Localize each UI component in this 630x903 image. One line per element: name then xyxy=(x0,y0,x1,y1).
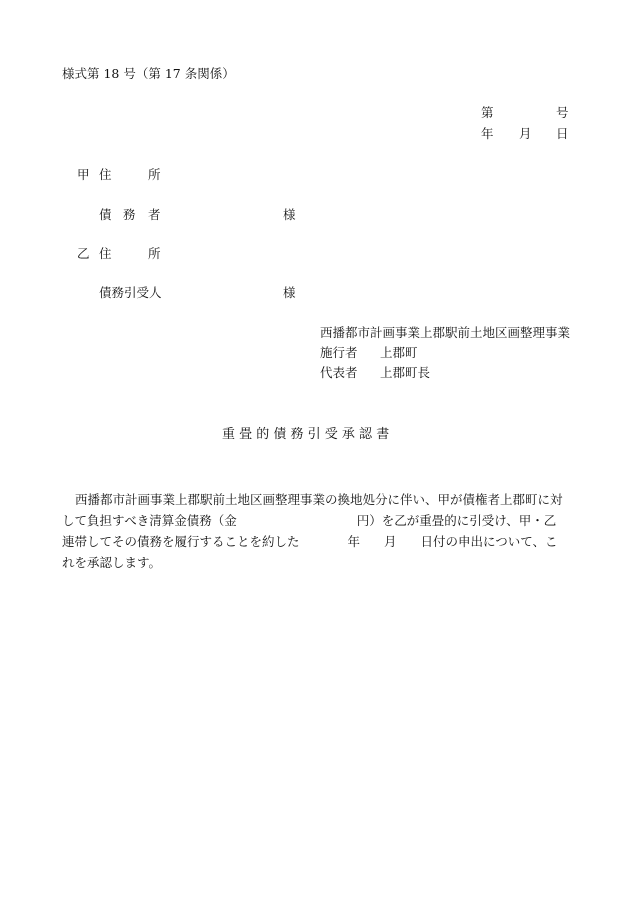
party-b-address-label-2: 所 xyxy=(148,246,161,261)
party-b-mark: 乙 xyxy=(77,246,90,261)
issuer-executor-label: 施行者 xyxy=(320,345,358,360)
body-text-part-2: 円）を乙が重畳的に引受け、甲・乙連帯してその債務を履行することを約した xyxy=(62,513,557,549)
body-month: 月 xyxy=(384,534,397,549)
body-text-part-3: 日付の申出について、これを承認します。 xyxy=(62,534,558,570)
party-a-honorific: 様 xyxy=(283,207,296,222)
date-year: 年 xyxy=(481,126,494,141)
party-a-address-label-2: 所 xyxy=(148,167,161,182)
issuer-executor-value: 上郡町 xyxy=(380,345,418,360)
issuer-project-name: 西播都市計画事業上郡駅前土地区画整理事業 xyxy=(320,325,571,340)
body-text-part-1: 西播都市計画事業上郡駅前土地区画整理事業の換地処分に伴い、甲が債権者上郡町に対して負担すべき清算金債務（金 xyxy=(62,492,563,528)
party-a-role-char-1: 債 xyxy=(99,207,112,222)
document-number-suffix: 号 xyxy=(556,105,569,120)
document-number-prefix: 第 xyxy=(481,105,494,120)
form-number-label: 様式第 18 号（第 17 条関係） xyxy=(62,66,235,81)
party-a-mark: 甲 xyxy=(77,167,90,182)
party-a-address-label-1: 住 xyxy=(99,167,112,182)
issuer-representative-label: 代表者 xyxy=(320,365,358,380)
party-b-address-label-1: 住 xyxy=(99,246,112,261)
document-title: 重 畳 的 債 務 引 受 承 認 書 xyxy=(222,427,390,442)
date-month: 月 xyxy=(519,126,532,141)
issuer-representative-value: 上郡町長 xyxy=(380,365,431,380)
date-day: 日 xyxy=(556,126,569,141)
party-a-role-char-3: 者 xyxy=(148,207,161,222)
body-paragraph xyxy=(62,489,567,573)
party-b-honorific: 様 xyxy=(283,285,296,300)
party-b-role: 債務引受人 xyxy=(99,285,162,300)
party-a-role-char-2: 務 xyxy=(123,207,136,222)
body-year: 年 xyxy=(347,534,361,549)
